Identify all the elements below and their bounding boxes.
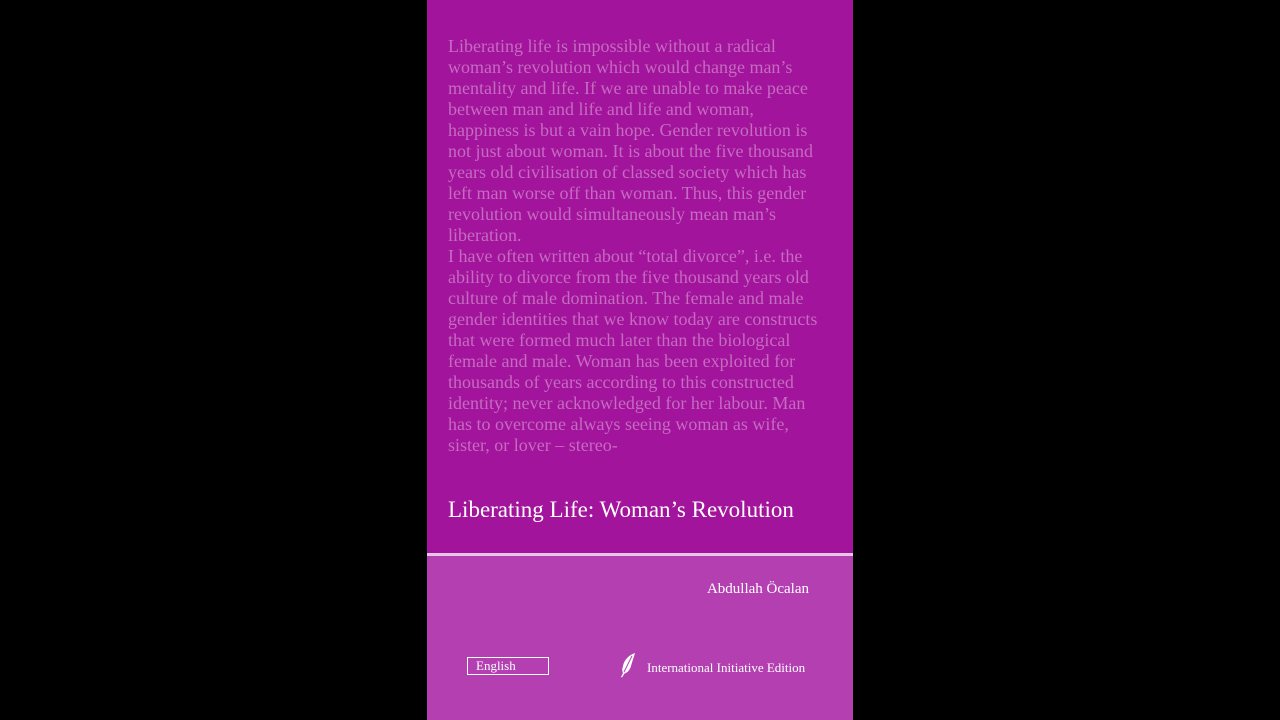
excerpt-paragraph-1: Liberating life is impossible without a radical woman’s revolution which would change man’s mentality and life. If we are unable to make peace between man and life and life and woman, happiness is but a vain hope. Gender revolution is not just about woman. It is about the five thousand years old civilisation of classed society which has left man worse off than woman. Thus, this gender revolution would simultaneously mean man’s liberation. (448, 36, 813, 245)
book-cover (427, 0, 853, 720)
cover-bottom-panel (427, 556, 853, 720)
book-title: Liberating Life: Woman’s Revolution (448, 497, 794, 522)
publisher-imprint (617, 652, 805, 678)
excerpt-paragraph-2: I have often written about “total divorce”, i.e. the ability to divorce from the five thousand years old culture of male domination. The female and male gender identities that we know today are constructs that were formed much later than the biological female and male. Woman has been exploited for thousands of years according to this constructed identity; never acknowledged for her labour. Man has to overcome always seeing woman as wife, sister, or lover – stereo- (448, 246, 818, 455)
cover-top-panel (427, 0, 853, 553)
publisher-name: International Initiative Edition (647, 660, 806, 675)
author-name: Abdullah Öcalan (706, 581, 809, 597)
quill-feather-icon (617, 652, 637, 678)
cover-excerpt (448, 36, 823, 498)
language-label: English (467, 657, 549, 675)
